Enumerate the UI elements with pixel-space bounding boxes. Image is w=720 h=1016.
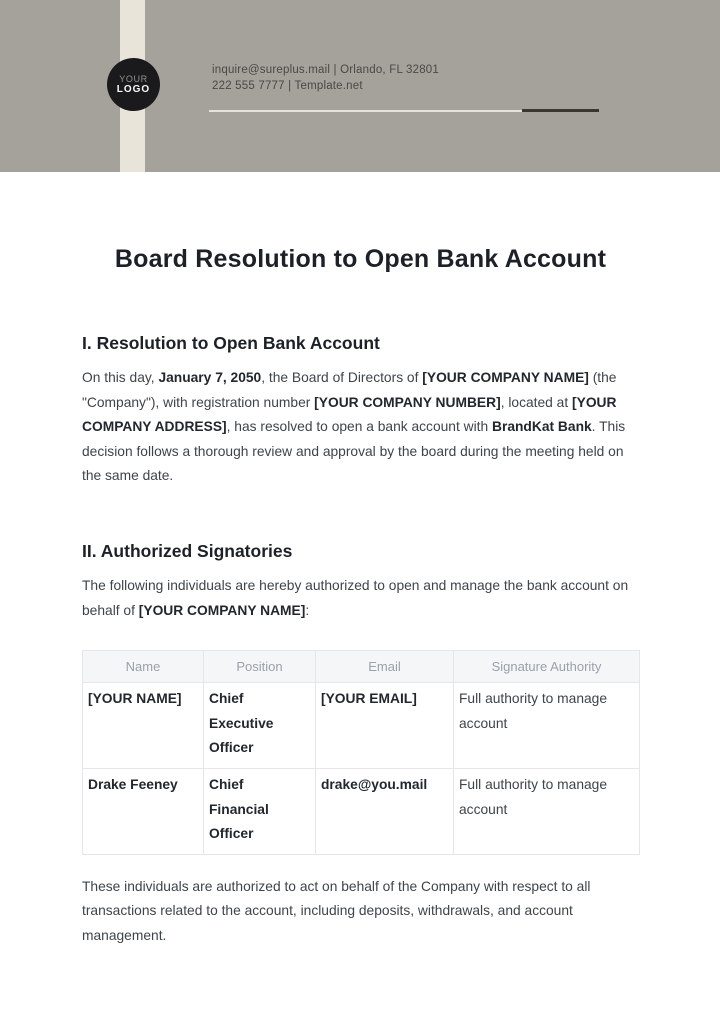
table-cell: drake@you.mail [316, 768, 454, 854]
section-1-heading: I. Resolution to Open Bank Account [82, 333, 380, 353]
contact-line-2: 222 555 7777 | Template.net [212, 80, 363, 92]
table-cell: Chief Financial Officer [204, 768, 316, 854]
table-row [83, 768, 640, 854]
logo-text-top: YOUR [119, 74, 148, 84]
table-cell: Full authority to manage account [454, 768, 640, 854]
table-header-cell: Email [316, 651, 454, 683]
letterhead-banner [0, 0, 720, 172]
table-header-cell: Name [83, 651, 204, 683]
signatories-table [82, 650, 640, 855]
section-2-paragraph: The following individuals are hereby authorized to open and manage the bank account on behalf of [YOUR COMPANY NAME]: [82, 577, 629, 618]
table-header-row [83, 651, 640, 683]
table-header-cell: Signature Authority [454, 651, 640, 683]
table-cell: [YOUR EMAIL] [316, 683, 454, 769]
section-1-paragraph: On this day, January 7, 2050, the Board of Directors of [YOUR COMPANY NAME] (the "Company"), with registration number [YOUR COMPANY NUMBER], located at [YOUR COMPANY ADDRESS], has resolved to open a bank account with BrandKat Bank. This decision follows a thorough review and approval by the board during the meeting held on the same date. [82, 370, 626, 484]
company-logo [107, 58, 160, 111]
table-row [83, 683, 640, 769]
document-body [82, 172, 639, 949]
table-cell: Drake Feeney [83, 768, 204, 854]
document-title: Board Resolution to Open Bank Account [114, 245, 607, 273]
logo-text-bottom: LOGO [116, 84, 151, 95]
closing-paragraph: These individuals are authorized to act on behalf of the Company with respect to all transactions related to the account, including deposits, withdrawals, and account management. [82, 878, 591, 943]
table-header-cell: Position [204, 651, 316, 683]
table-cell: Full authority to manage account [454, 683, 640, 769]
header-divider-accent [522, 109, 599, 112]
section-2-heading: II. Authorized Signatories [82, 540, 293, 561]
table-cell: Chief Executive Officer [204, 683, 316, 769]
header-divider-line [209, 110, 523, 112]
contact-info [212, 62, 439, 94]
contact-line-1: inquire@sureplus.mail | Orlando, FL 32801 [212, 64, 439, 76]
table-cell: [YOUR NAME] [83, 683, 204, 769]
